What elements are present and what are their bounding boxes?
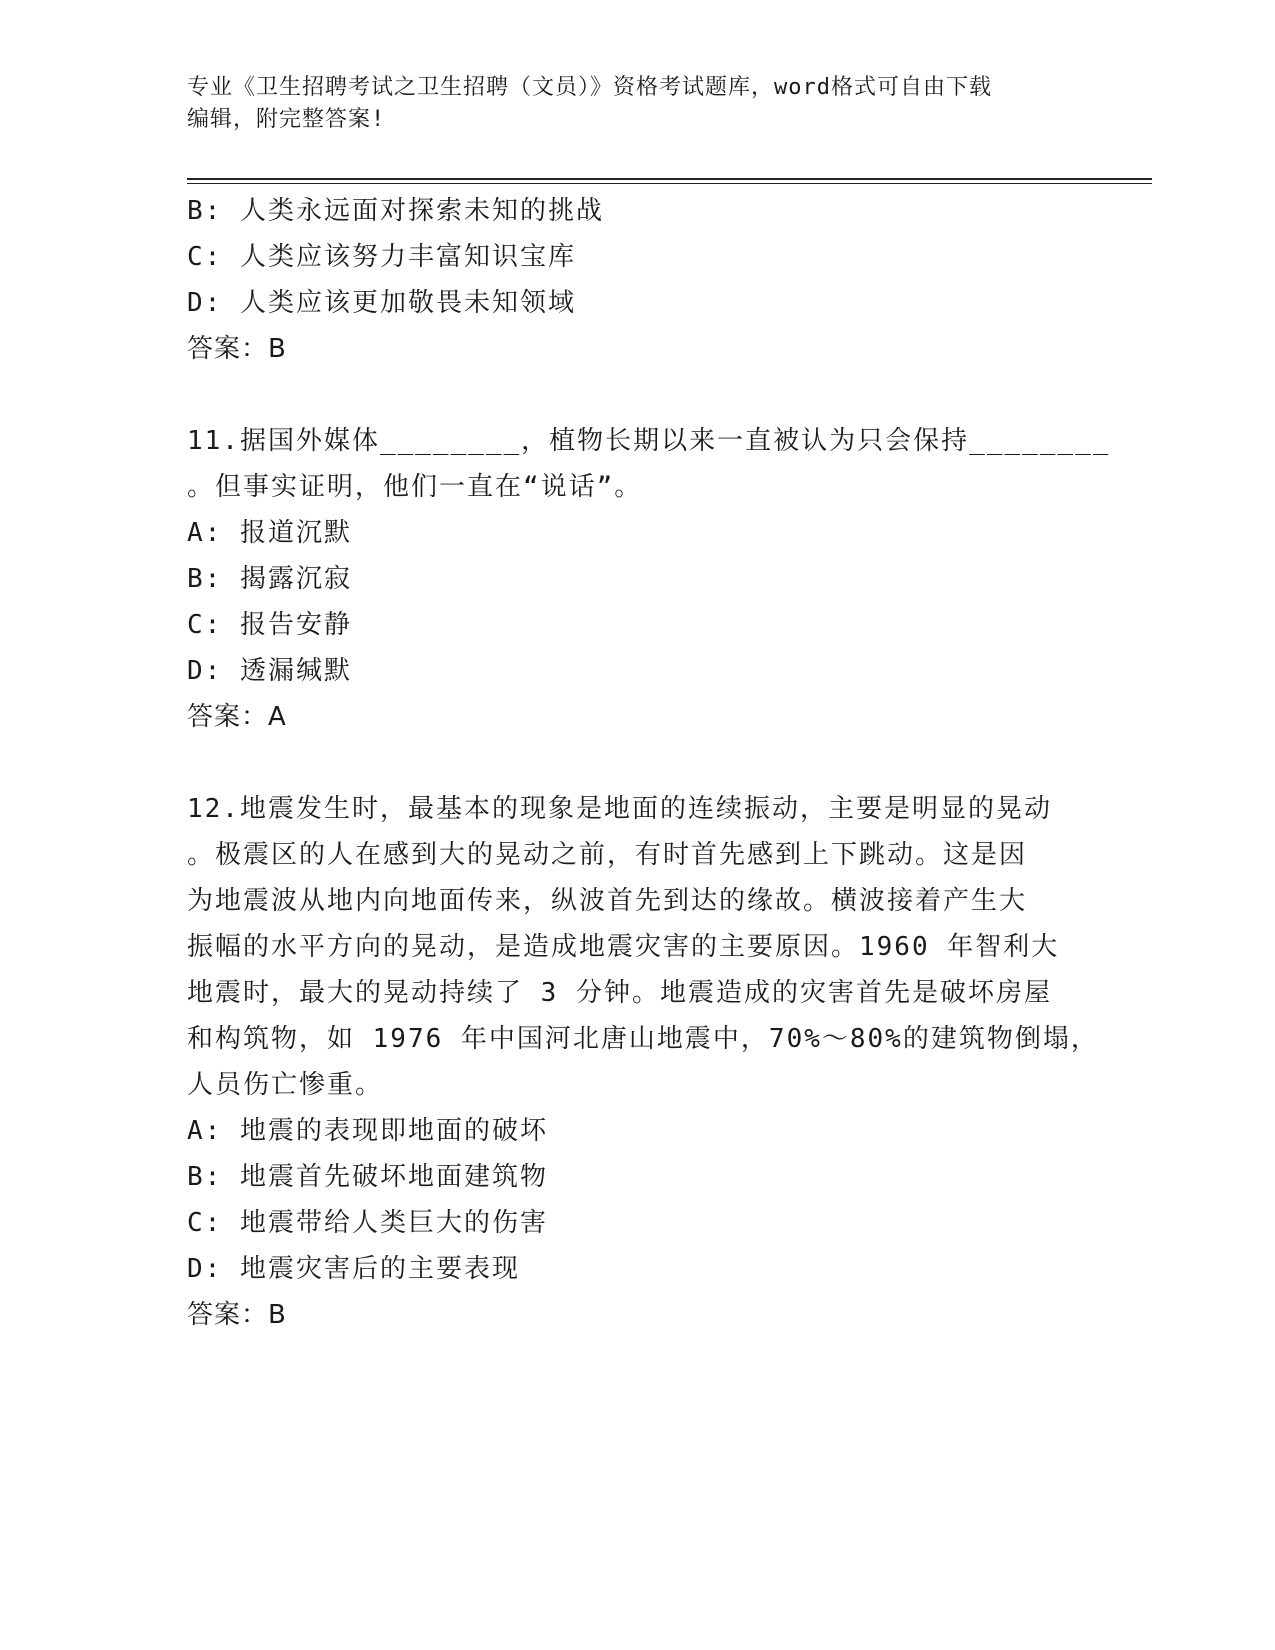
question-content <box>187 188 1111 1338</box>
q12-option-c: C: 地震带给人类巨大的伤害 <box>187 1208 548 1238</box>
q12-stem-line: 。极震区的人在感到大的晃动之前，有时首先感到上下跳动。这是因 <box>187 840 1028 870</box>
q11-stem-line-2: 。但事实证明，他们一直在“说话”。 <box>187 472 643 502</box>
question-11 <box>187 418 1111 740</box>
q12-answer: 答案：B <box>187 1300 287 1330</box>
header-divider-thin <box>187 183 1152 184</box>
spacer <box>187 372 1087 418</box>
header-line-1: 专业《卫生招聘考试之卫生招聘（文员）》资格考试题库，word格式可自由下载 <box>187 75 992 100</box>
q10-answer: 答案：B <box>187 334 287 364</box>
q11-option-a: A: 报道沉默 <box>187 518 352 548</box>
q12-option-b: B: 地震首先破坏地面建筑物 <box>187 1162 548 1192</box>
q12-stem-line: 为地震波从地内向地面传来，纵波首先到达的缘故。横波接着产生大 <box>187 886 1028 916</box>
q10-option-b: B: 人类永远面对探索未知的挑战 <box>187 196 604 226</box>
q11-answer: 答案：A <box>187 702 287 732</box>
q12-stem-line: 人员伤亡惨重。 <box>187 1070 384 1100</box>
header-line-2: 编辑，附完整答案! <box>187 107 386 132</box>
q12-option-a: A: 地震的表现即地面的破坏 <box>187 1116 548 1146</box>
q10-option-c: C: 人类应该努力丰富知识宝库 <box>187 242 576 272</box>
q12-stem-line: 12.地震发生时，最基本的现象是地面的连续振动，主要是明显的晃动 <box>187 794 1052 824</box>
q12-stem-line: 地震时，最大的晃动持续了 3 分钟。地震造成的灾害首先是破坏房屋 <box>187 978 1052 1008</box>
q11-option-b: B: 揭露沉寂 <box>187 564 352 594</box>
q12-stem-line: 和构筑物，如 1976 年中国河北唐山地震中，70%～80%的建筑物倒塌， <box>187 1024 1099 1054</box>
document-header <box>187 72 1067 136</box>
question-10 <box>187 188 1087 372</box>
question-12 <box>187 786 1099 1338</box>
q12-stem-line: 振幅的水平方向的晃动，是造成地震灾害的主要原因。1960 年智利大 <box>187 932 1060 962</box>
q10-option-d: D: 人类应该更加敬畏未知领域 <box>187 288 576 318</box>
q11-option-c: C: 报告安静 <box>187 610 352 640</box>
q11-stem-line-1: 11.据国外媒体________，植物长期以来一直被认为只会保持________ <box>187 426 1111 456</box>
q11-option-d: D: 透漏缄默 <box>187 656 352 686</box>
spacer <box>187 740 1087 786</box>
header-divider-thick <box>187 178 1152 180</box>
q12-option-d: D: 地震灾害后的主要表现 <box>187 1254 520 1284</box>
